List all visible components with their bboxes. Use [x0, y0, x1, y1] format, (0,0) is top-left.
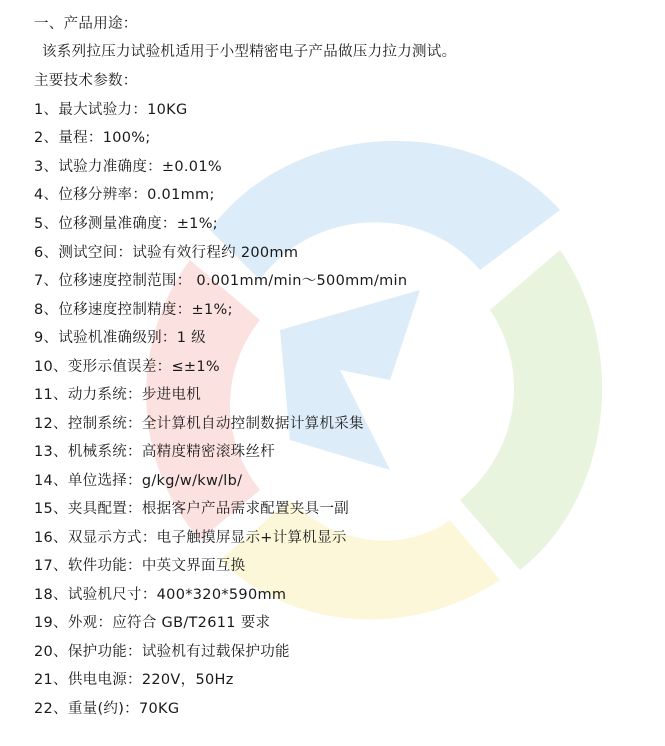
param-line: 15、夹具配置：根据客户产品需求配置夹具一副 — [34, 501, 350, 517]
param-line: 22、重量(约)：70KG — [34, 701, 180, 717]
intro-paragraph: 该系列拉压力试验机适用于小型精密电子产品做压力拉力测试。 — [42, 44, 457, 60]
param-line: 21、供电电源：220V，50Hz — [34, 672, 234, 688]
param-line: 19、外观：应符合 GB/T2611 要求 — [34, 615, 271, 631]
param-line: 12、控制系统：全计算机自动控制数据计算机采集 — [34, 416, 364, 432]
param-line: 10、变形示值误差：≤±1% — [34, 359, 220, 375]
param-line: 18、试验机尺寸：400*320*590mm — [34, 587, 287, 603]
param-line: 3、试验力准确度：±0.01% — [34, 159, 222, 175]
param-line: 16、双显示方式：电子触摸屏显示+计算机显示 — [34, 530, 347, 546]
param-line: 11、动力系统：步进电机 — [34, 387, 202, 403]
params-heading: 主要技术参数： — [34, 73, 138, 89]
section-title: 一、产品用途： — [34, 16, 138, 32]
param-line: 17、软件功能：中英文界面互换 — [34, 558, 246, 574]
param-line: 4、位移分辨率：0.01mm; — [34, 187, 215, 203]
param-line: 14、单位选择：g/kg/w/kw/lb/ — [34, 473, 243, 489]
param-line: 13、机械系统：高精度精密滚珠丝杆 — [34, 444, 276, 460]
param-line: 2、量程：100%; — [34, 130, 151, 146]
param-line: 1、最大试验力：10KG — [34, 102, 188, 118]
param-line: 20、保护功能：试验机有过载保护功能 — [34, 644, 290, 660]
param-line: 8、位移速度控制精度：±1%; — [34, 302, 233, 318]
param-line: 5、位移测量准确度：±1%; — [34, 216, 218, 232]
param-line: 9、试验机准确级别：1 级 — [34, 330, 206, 346]
param-line: 6、测试空间：试验有效行程约 200mm — [34, 245, 299, 261]
param-line: 7、位移速度控制范围： 0.001mm/min～500mm/min — [34, 273, 408, 289]
